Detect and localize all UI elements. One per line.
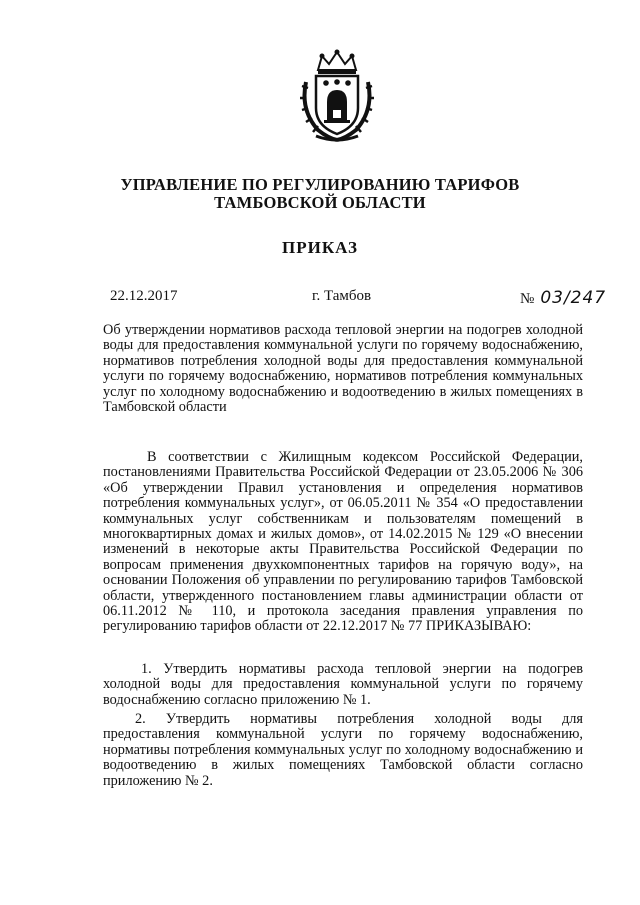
handwritten-number: 03/247 (540, 288, 607, 308)
document-type-title: ПРИКАЗ (282, 238, 358, 257)
document-date: 22.12.2017 (110, 288, 178, 304)
order-item-2: 2. Утвердить нормативы потребления холодной воды для предоставления коммунальной услуги по горячему водоснабжению, нормативы потребления коммунальных услуг по холодному водоснабжению и водоотведению в жилых помещениях Тамбовской области согласно приложению № 2. (103, 711, 583, 789)
number-prefix: № (520, 291, 535, 307)
order-item-1: 1. Утвердить нормативы расхода тепловой энергии на подогрев холодной воды для предоставления коммунальной услуги по горячему водоснабжению согласно приложению № 1. (103, 661, 583, 708)
preamble-paragraph: В соответствии с Жилищным кодексом Российской Федерации, постановлениями Правительства Российской Федерации от 23.05.2006 № 306 «Об утверждении Правил установления и определения нормативов потребления коммунальных услуг», от 06.05.2011 № 354 «О предоставлении коммунальных услуг собственникам и пользователям помещений в многоквартирных домах и жилых домов», от 14.02.2015 № 129 «О внесении изменений в некоторые акты Правительства Российской Федерации по вопросам применения двухкомпонентных тарифов на горячую воду», на основании Положения об управлении по регулированию тарифов Тамбовской области, утвержденного постановлением главы администрации области от 06.11.2012 № 110, и протокола заседания правления управления по регулированию тарифов области от 22.12.2017 № 77 ПРИКАЗЫВАЮ: (103, 449, 583, 635)
document-number (520, 288, 606, 308)
document-subject: Об утверждении нормативов расхода тепловой энергии на подогрев холодной воды для предоставления коммунальной услуги по горячему водоснабжению, нормативов потребления холодной воды для предоставления коммунальной услуги по горячему водоснабжению, нормативов потребления коммунальных услуг по холодному водоснабжению и водоотведению в жилых помещениях в Тамбовской области (103, 322, 583, 416)
document-city: г. Тамбов (312, 288, 372, 304)
coat-of-arms-icon (296, 48, 378, 144)
organization-name-line1: УПРАВЛЕНИЕ ПО РЕГУЛИРОВАНИЮ ТАРИФОВ (120, 175, 520, 194)
organization-name-line2: ТАМБОВСКОЙ ОБЛАСТИ (214, 193, 426, 212)
